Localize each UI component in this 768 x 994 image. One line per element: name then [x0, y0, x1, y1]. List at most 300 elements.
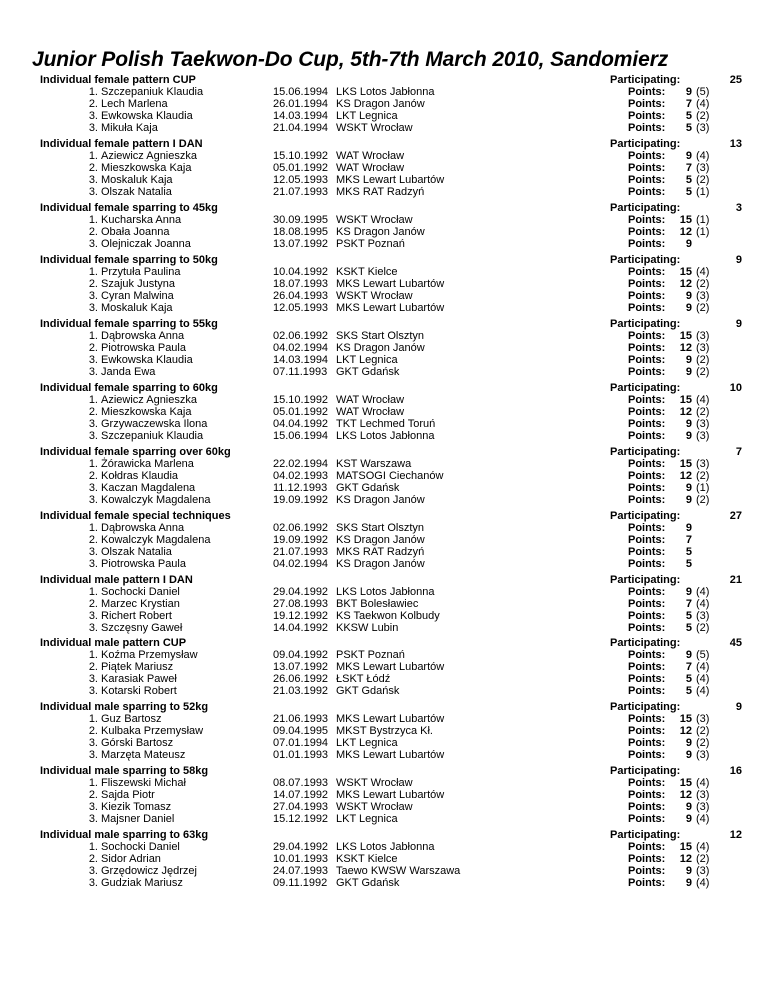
result-row	[40, 458, 740, 470]
competitor-name: Piątek Mariusz	[101, 661, 174, 673]
points-count: (4)	[696, 98, 710, 110]
points-value: 5	[685, 558, 692, 570]
place-number: 3.	[88, 174, 98, 186]
category-header	[40, 254, 740, 266]
club-name: Taewo KWSW Warszawa	[336, 865, 461, 877]
points-label: Points:	[628, 586, 666, 598]
competitor-name: Karasiak Paweł	[101, 673, 177, 685]
points-label: Points:	[628, 186, 666, 198]
club-name: KS Dragon Janów	[336, 534, 425, 546]
birth-date: 09.04.1992	[273, 649, 329, 661]
result-row	[40, 278, 740, 290]
points-count: (3)	[696, 789, 710, 801]
birth-date: 14.07.1992	[273, 789, 329, 801]
competitor-name: Olszak Natalia	[101, 546, 172, 558]
result-row	[40, 661, 740, 673]
competitor-name: Szajuk Justyna	[101, 278, 175, 290]
competitor-name: Kowalczyk Magdalena	[101, 534, 211, 546]
place-number: 3.	[88, 685, 98, 697]
points-label: Points:	[628, 725, 666, 737]
birth-date: 15.06.1994	[273, 430, 329, 442]
competitor-name: Gudziak Mariusz	[101, 877, 183, 889]
points-value: 15	[679, 330, 692, 342]
points-value: 7	[685, 661, 692, 673]
competitor-name: Szczęsny Gaweł	[101, 622, 183, 634]
points-value: 5	[685, 610, 692, 622]
points-label: Points:	[628, 789, 666, 801]
place-number: 2.	[88, 598, 98, 610]
result-row	[40, 586, 740, 598]
participating-label: Participating:	[610, 318, 681, 330]
club-name: MKS Lewart Lubartów	[336, 749, 445, 761]
competitor-name: Kołdras Klaudia	[101, 470, 179, 482]
club-name: WSKT Wrocław	[336, 122, 413, 134]
participating-count: 10	[729, 382, 742, 394]
club-name: GKT Gdańsk	[336, 685, 400, 697]
place-number: 3.	[88, 610, 98, 622]
points-count: (3)	[696, 290, 710, 302]
place-number: 3.	[88, 302, 98, 314]
points-count: (1)	[696, 482, 710, 494]
points-label: Points:	[628, 394, 666, 406]
birth-date: 21.07.1993	[273, 186, 329, 198]
result-row	[40, 482, 740, 494]
points-value: 15	[679, 458, 692, 470]
club-name: KS Dragon Janów	[336, 494, 425, 506]
points-count: (2)	[696, 725, 710, 737]
points-value: 15	[679, 713, 692, 725]
competitor-name: Kulbaka Przemysław	[101, 725, 204, 737]
points-label: Points:	[628, 813, 666, 825]
competitor-name: Aziewicz Agnieszka	[101, 394, 197, 406]
birth-date: 04.02.1994	[273, 342, 329, 354]
competitor-name: Marzęta Mateusz	[101, 749, 186, 761]
competitor-name: Sajda Piotr	[101, 789, 155, 801]
points-label: Points:	[628, 470, 666, 482]
place-number: 1.	[88, 841, 98, 853]
place-number: 1.	[88, 86, 98, 98]
result-row	[40, 418, 740, 430]
birth-date: 14.03.1994	[273, 354, 329, 366]
category-name: Individual male sparring to 52kg	[40, 701, 209, 713]
competitor-name: Piotrowska Paula	[101, 558, 186, 570]
points-count: (3)	[696, 610, 710, 622]
category-block	[40, 765, 740, 825]
participating-label: Participating:	[610, 446, 681, 458]
points-label: Points:	[628, 122, 666, 134]
points-count: (5)	[696, 649, 710, 661]
points-label: Points:	[628, 610, 666, 622]
birth-date: 09.11.1992	[273, 877, 328, 889]
place-number: 2.	[88, 406, 98, 418]
points-count: (3)	[696, 162, 710, 174]
result-row	[40, 853, 740, 865]
result-row	[40, 598, 740, 610]
points-value: 9	[685, 302, 692, 314]
points-value: 5	[685, 673, 692, 685]
points-count: (3)	[696, 749, 710, 761]
points-label: Points:	[628, 266, 666, 278]
participating-label: Participating:	[610, 701, 681, 713]
points-label: Points:	[628, 841, 666, 853]
birth-date: 04.02.1994	[273, 558, 329, 570]
club-name: KKSW Lubin	[336, 622, 399, 634]
points-value: 9	[685, 86, 692, 98]
points-count: (2)	[696, 406, 710, 418]
points-value: 9	[685, 290, 692, 302]
points-count: (3)	[696, 122, 710, 134]
club-name: WAT Wrocław	[336, 162, 405, 174]
category-block	[40, 74, 740, 134]
points-label: Points:	[628, 622, 666, 634]
points-value: 9	[685, 801, 692, 813]
result-row	[40, 558, 740, 570]
result-row	[40, 865, 740, 877]
points-value: 7	[685, 98, 692, 110]
club-name: KS Dragon Janów	[336, 558, 425, 570]
points-value: 9	[685, 238, 692, 250]
points-label: Points:	[628, 865, 666, 877]
birth-date: 27.08.1993	[273, 598, 329, 610]
competitor-name: Mikuła Kaja	[101, 122, 158, 134]
place-number: 3.	[88, 238, 98, 250]
competitor-name: Marzec Krystian	[101, 598, 180, 610]
result-row	[40, 394, 740, 406]
category-header	[40, 701, 740, 713]
place-number: 2.	[88, 278, 98, 290]
place-number: 3.	[88, 290, 98, 302]
points-label: Points:	[628, 278, 666, 290]
points-count: (2)	[696, 354, 710, 366]
participating-count: 45	[729, 637, 742, 649]
competitor-name: Richert Robert	[101, 610, 172, 622]
points-value: 5	[685, 110, 692, 122]
club-name: LKT Legnica	[336, 737, 398, 749]
category-block	[40, 701, 740, 761]
competitor-name: Majsner Daniel	[101, 813, 175, 825]
points-value: 15	[679, 777, 692, 789]
points-label: Points:	[628, 174, 666, 186]
place-number: 1.	[88, 649, 98, 661]
club-name: KS Dragon Janów	[336, 98, 425, 110]
points-label: Points:	[628, 534, 666, 546]
participating-count: 16	[729, 765, 742, 777]
points-count: (4)	[696, 841, 710, 853]
result-row	[40, 290, 740, 302]
points-value: 9	[685, 813, 692, 825]
place-number: 2.	[88, 789, 98, 801]
place-number: 1.	[88, 713, 98, 725]
participating-label: Participating:	[610, 138, 681, 150]
points-count: (2)	[696, 110, 710, 122]
result-row	[40, 470, 740, 482]
points-label: Points:	[628, 558, 666, 570]
competitor-name: Dąbrowska Anna	[101, 330, 185, 342]
competitor-name: Kowalczyk Magdalena	[101, 494, 211, 506]
points-value: 5	[685, 186, 692, 198]
result-row	[40, 649, 740, 661]
competitor-name: Dąbrowska Anna	[101, 522, 185, 534]
points-value: 9	[685, 865, 692, 877]
birth-date: 15.06.1994	[273, 86, 329, 98]
points-count: (4)	[696, 673, 710, 685]
place-number: 3.	[88, 737, 98, 749]
category-block	[40, 138, 740, 198]
birth-date: 05.01.1992	[273, 162, 329, 174]
birth-date: 04.04.1992	[273, 418, 329, 430]
participating-count: 27	[729, 510, 742, 522]
club-name: PSKT Poznań	[336, 649, 405, 661]
result-row	[40, 622, 740, 634]
competitor-name: Przytuła Paulina	[101, 266, 181, 278]
place-number: 3.	[88, 877, 98, 889]
club-name: WSKT Wrocław	[336, 214, 413, 226]
birth-date: 21.04.1994	[273, 122, 329, 134]
competitor-name: Koźma Przemysław	[101, 649, 198, 661]
competitor-name: Ewkowska Klaudia	[101, 110, 193, 122]
points-label: Points:	[628, 673, 666, 685]
birth-date: 05.01.1992	[273, 406, 329, 418]
birth-date: 21.03.1992	[273, 685, 329, 697]
place-number: 1.	[88, 522, 98, 534]
points-label: Points:	[628, 713, 666, 725]
place-number: 3.	[88, 813, 98, 825]
place-number: 3.	[88, 430, 98, 442]
points-count: (3)	[696, 801, 710, 813]
result-row	[40, 406, 740, 418]
club-name: GKT Gdańsk	[336, 877, 400, 889]
place-number: 3.	[88, 673, 98, 685]
result-row	[40, 737, 740, 749]
birth-date: 08.07.1993	[273, 777, 329, 789]
points-value: 12	[679, 853, 692, 865]
club-name: MKS RAT Radzyń	[336, 546, 425, 558]
points-label: Points:	[628, 801, 666, 813]
participating-count: 9	[735, 318, 742, 330]
place-number: 2.	[88, 342, 98, 354]
points-label: Points:	[628, 458, 666, 470]
category-header	[40, 574, 740, 586]
club-name: LKS Lotos Jabłonna	[336, 841, 435, 853]
category-name: Individual female pattern CUP	[40, 74, 196, 86]
points-count: (4)	[696, 877, 710, 889]
points-label: Points:	[628, 150, 666, 162]
result-row	[40, 354, 740, 366]
result-row	[40, 186, 740, 198]
birth-date: 14.03.1994	[273, 110, 329, 122]
category-block	[40, 318, 740, 378]
points-value: 9	[685, 737, 692, 749]
club-name: SKS Start Olsztyn	[336, 330, 425, 342]
points-label: Points:	[628, 214, 666, 226]
participating-count: 13	[729, 138, 742, 150]
points-value: 5	[685, 122, 692, 134]
birth-date: 19.09.1992	[273, 494, 329, 506]
birth-date: 02.06.1992	[273, 522, 329, 534]
club-name: MKS Lewart Lubartów	[336, 713, 445, 725]
place-number: 3.	[88, 122, 98, 134]
competitor-name: Sidor Adrian	[101, 853, 161, 865]
competitor-name: Sochocki Daniel	[101, 586, 180, 598]
points-label: Points:	[628, 110, 666, 122]
points-label: Points:	[628, 494, 666, 506]
points-value: 7	[685, 598, 692, 610]
club-name: WSKT Wrocław	[336, 801, 413, 813]
club-name: KST Warszawa	[336, 458, 412, 470]
place-number: 2.	[88, 853, 98, 865]
competitor-name: Moskaluk Kaja	[101, 174, 173, 186]
points-count: (3)	[696, 458, 710, 470]
points-label: Points:	[628, 777, 666, 789]
result-row	[40, 214, 740, 226]
points-value: 12	[679, 406, 692, 418]
club-name: MKS Lewart Lubartów	[336, 661, 445, 673]
category-header	[40, 510, 740, 522]
points-value: 9	[685, 877, 692, 889]
category-header	[40, 318, 740, 330]
birth-date: 26.06.1992	[273, 673, 329, 685]
points-label: Points:	[628, 737, 666, 749]
result-row	[40, 522, 740, 534]
category-header	[40, 138, 740, 150]
result-row	[40, 110, 740, 122]
place-number: 3.	[88, 354, 98, 366]
result-row	[40, 238, 740, 250]
points-value: 9	[685, 522, 692, 534]
competitor-name: Szczepaniuk Klaudia	[101, 430, 204, 442]
competitor-name: Piotrowska Paula	[101, 342, 186, 354]
result-row	[40, 494, 740, 506]
participating-label: Participating:	[610, 765, 681, 777]
club-name: PSKT Poznań	[336, 238, 405, 250]
competitor-name: Moskaluk Kaja	[101, 302, 173, 314]
points-count: (2)	[696, 278, 710, 290]
category-name: Individual female special techniques	[40, 510, 231, 522]
competitor-name: Mieszkowska Kaja	[101, 406, 192, 418]
points-value: 9	[685, 749, 692, 761]
points-count: (4)	[696, 586, 710, 598]
club-name: KS Taekwon Kolbudy	[336, 610, 440, 622]
points-value: 7	[685, 162, 692, 174]
points-count: (4)	[696, 394, 710, 406]
club-name: MKST Bystrzyca Kł.	[336, 725, 433, 737]
birth-date: 15.10.1992	[273, 150, 329, 162]
result-row	[40, 366, 740, 378]
points-value: 9	[685, 649, 692, 661]
birth-date: 07.11.1993	[273, 366, 328, 378]
points-label: Points:	[628, 418, 666, 430]
place-number: 2.	[88, 226, 98, 238]
category-header	[40, 765, 740, 777]
category-header	[40, 74, 740, 86]
result-row	[40, 801, 740, 813]
club-name: GKT Gdańsk	[336, 366, 400, 378]
club-name: MKS Lewart Lubartów	[336, 789, 445, 801]
points-value: 9	[685, 150, 692, 162]
points-label: Points:	[628, 302, 666, 314]
competitor-name: Fliszewski Michał	[101, 777, 186, 789]
points-count: (2)	[696, 470, 710, 482]
club-name: KS Dragon Janów	[336, 226, 425, 238]
club-name: MATSOGI Ciechanów	[336, 470, 444, 482]
points-label: Points:	[628, 661, 666, 673]
category-name: Individual male pattern I DAN	[40, 574, 193, 586]
place-number: 2.	[88, 725, 98, 737]
participating-label: Participating:	[610, 202, 681, 214]
points-value: 5	[685, 546, 692, 558]
category-name: Individual female sparring to 55kg	[40, 318, 218, 330]
place-number: 1.	[88, 150, 98, 162]
points-value: 5	[685, 685, 692, 697]
place-number: 3.	[88, 186, 98, 198]
place-number: 2.	[88, 162, 98, 174]
points-value: 5	[685, 174, 692, 186]
birth-date: 13.07.1992	[273, 238, 329, 250]
club-name: WAT Wrocław	[336, 150, 405, 162]
participating-label: Participating:	[610, 254, 681, 266]
birth-date: 29.04.1992	[273, 841, 329, 853]
competitor-name: Szczepaniuk Klaudia	[101, 86, 204, 98]
competitor-name: Grzędowicz Jędrzej	[101, 865, 197, 877]
points-count: (3)	[696, 430, 710, 442]
category-name: Individual female sparring over 60kg	[40, 446, 231, 458]
page-title: Junior Polish Taekwon-Do Cup, 5th-7th March 2010, Sandomierz	[32, 48, 669, 71]
result-row	[40, 226, 740, 238]
club-name: WSKT Wrocław	[336, 290, 413, 302]
category-name: Individual male sparring to 58kg	[40, 765, 209, 777]
result-row	[40, 330, 740, 342]
result-row	[40, 813, 740, 825]
points-count: (1)	[696, 214, 710, 226]
club-name: SKS Start Olsztyn	[336, 522, 425, 534]
competitor-name: Żórawicka Marlena	[101, 458, 194, 470]
result-row	[40, 877, 740, 889]
points-value: 9	[685, 354, 692, 366]
club-name: KSKT Kielce	[336, 853, 398, 865]
category-block	[40, 254, 740, 314]
birth-date: 01.01.1993	[273, 749, 329, 761]
birth-date: 27.04.1993	[273, 801, 329, 813]
points-count: (3)	[696, 713, 710, 725]
category-block	[40, 829, 740, 889]
points-label: Points:	[628, 238, 666, 250]
birth-date: 18.07.1993	[273, 278, 329, 290]
place-number: 1.	[88, 777, 98, 789]
place-number: 1.	[88, 394, 98, 406]
points-count: (4)	[696, 150, 710, 162]
place-number: 1.	[88, 214, 98, 226]
result-row	[40, 789, 740, 801]
category-block	[40, 637, 740, 697]
participating-count: 9	[735, 254, 742, 266]
points-value: 12	[679, 789, 692, 801]
result-row	[40, 266, 740, 278]
place-number: 3.	[88, 366, 98, 378]
birth-date: 09.04.1995	[273, 725, 329, 737]
club-name: MKS Lewart Lubartów	[336, 302, 445, 314]
points-label: Points:	[628, 406, 666, 418]
category-block	[40, 574, 740, 634]
club-name: LKS Lotos Jabłonna	[336, 86, 435, 98]
birth-date: 21.07.1993	[273, 546, 329, 558]
points-count: (4)	[696, 685, 710, 697]
club-name: MKS Lewart Lubartów	[336, 278, 445, 290]
place-number: 1.	[88, 458, 98, 470]
result-row	[40, 546, 740, 558]
result-row	[40, 162, 740, 174]
points-value: 15	[679, 394, 692, 406]
competitor-name: Olejniczak Joanna	[101, 238, 191, 250]
